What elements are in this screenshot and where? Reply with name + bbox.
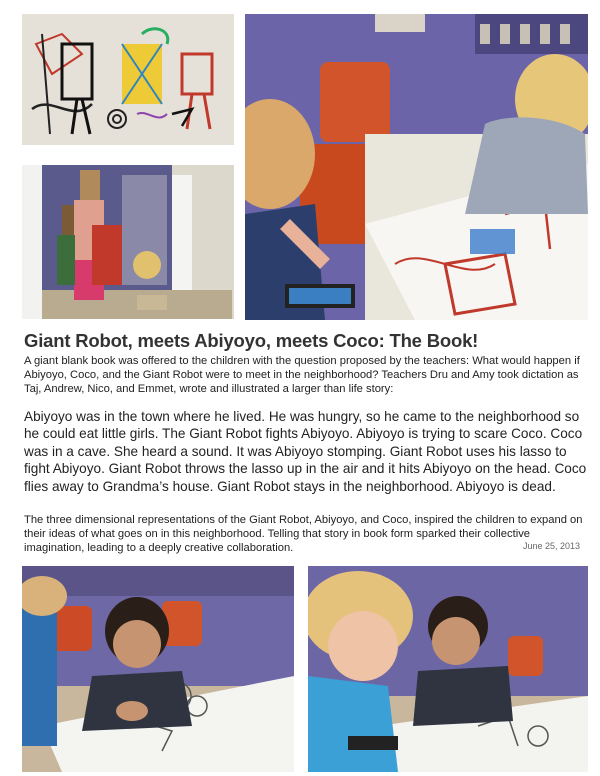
story-paragraph: Abiyoyo was in the town where he lived. He was hungry, so he came to the neighborhood so he could eat little girls. The Giant Robot fights Abiyoyo. Abiyoyo is trying to scare Coco. Coco was in a cave. She heard a sound. It was Abiyoyo stomping. Giant Robot uses his lasso to fight Abiyoyo. Giant Robot throws the lasso up in the air and it hits Abiyoyo on the head. Coco flies away to Grandma’s house. Giant Robot stays in the neighborhood. Abiyoyo is dead. — [24, 409, 587, 494]
closing-paragraph: The three dimensional representations of the Giant Robot, Abiyoyo, and Coco, inspired the children to expand on their ideas of what goes on in this neighborhood. Telling that story in book form sparked their collective imagination, leading to a deeply creative collaboration. — [24, 514, 583, 554]
photo-robot-sculptures — [22, 165, 234, 319]
photo-children-drawing — [245, 14, 588, 320]
intro-paragraph: A giant blank book was offered to the children with the question proposed by the teachers: What would happen if Abiyoyo, Coco, and the Giant Robot were to meet in the neighborhood? Teachers Dru and Amy took dictation as Taj, Andrew, Nico, and Emmet, wrote and illustrated a larger than life story: — [24, 355, 580, 395]
post-date: June 25, 2013 — [522, 541, 580, 551]
article-title: Giant Robot, meets Abiyoyo, meets Coco: The Book! — [24, 330, 479, 351]
photo-drawing-artwork — [22, 14, 234, 145]
photo-two-children-drawing — [308, 566, 588, 772]
photo-boy-drawing — [22, 566, 294, 772]
